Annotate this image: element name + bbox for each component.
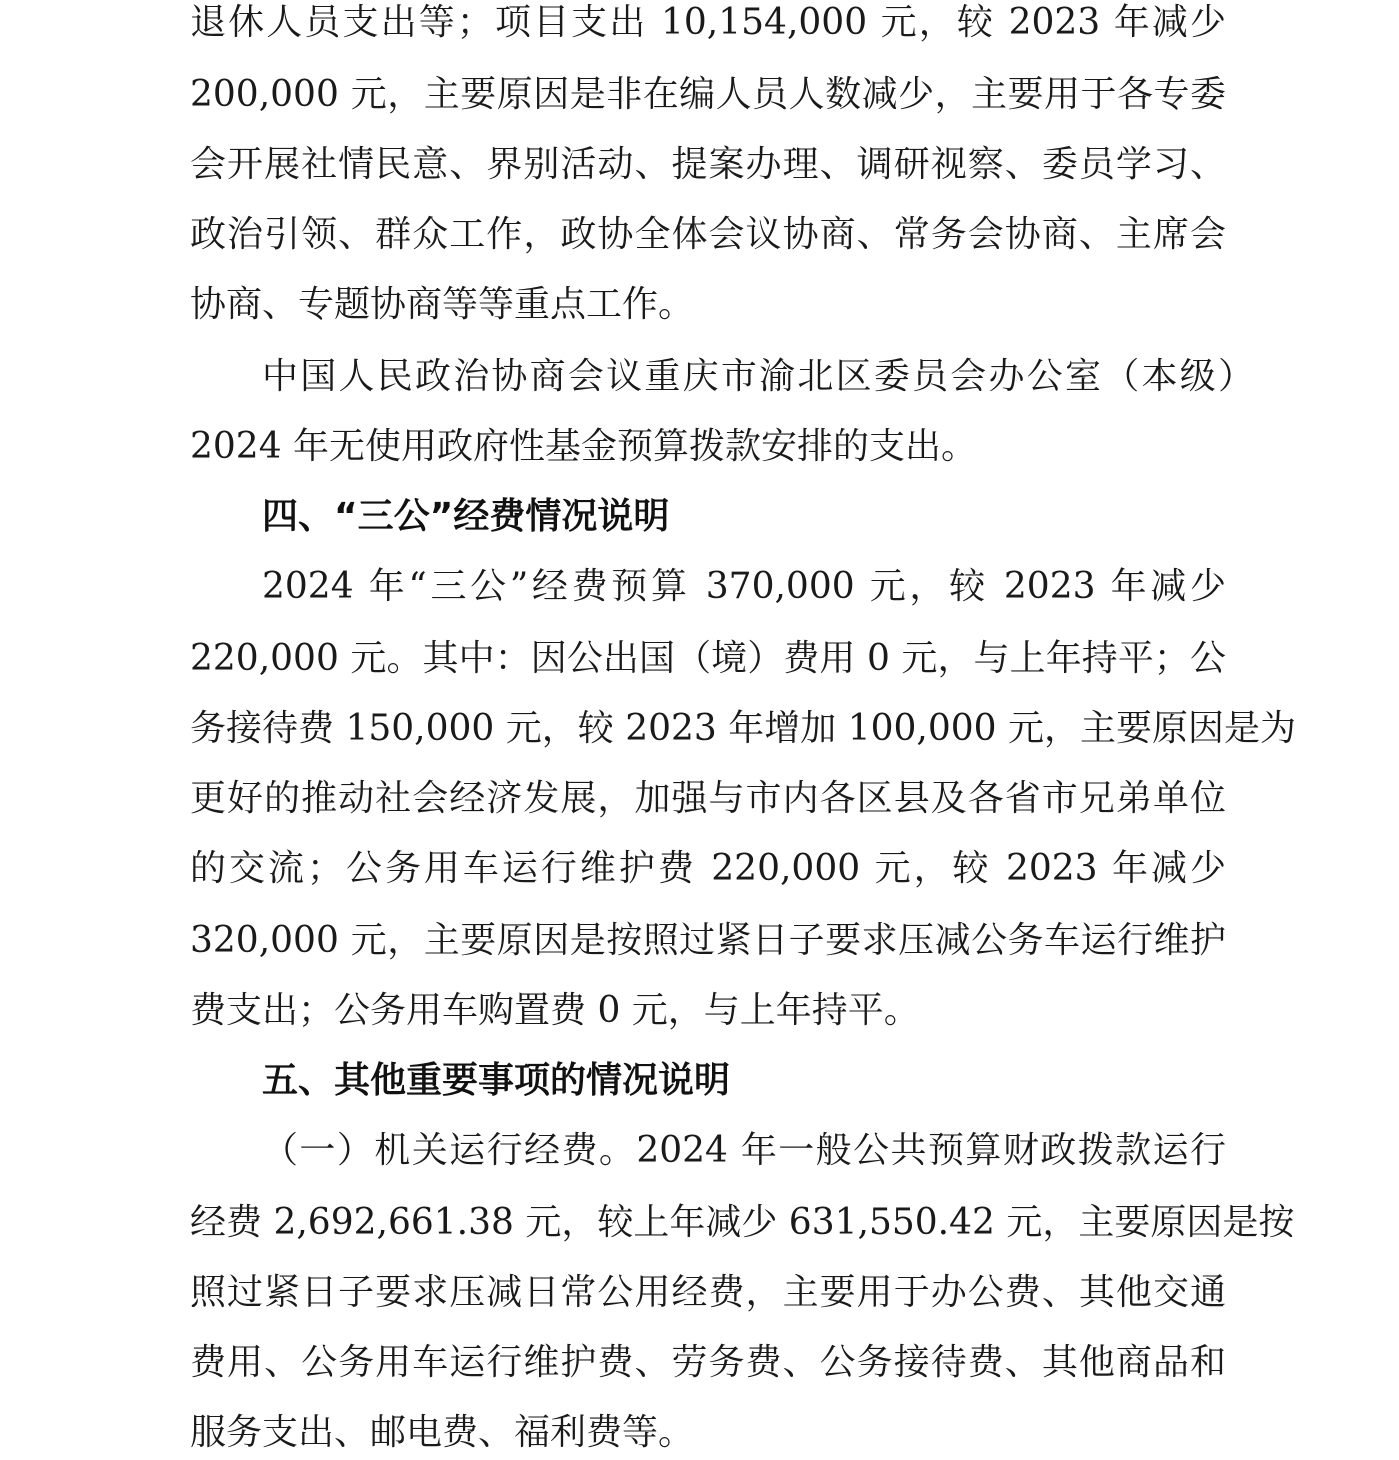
text-line: 照过紧日子要求压减日常公用经费，主要用于办公费、其他交通 (190, 1272, 1226, 1313)
text-line: 的交流；公务用车运行维护费 220,000 元，较 2023 年减少 (190, 848, 1226, 889)
text-line: 2024 年“三公”经费预算 370,000 元，较 2023 年减少 (262, 566, 1226, 607)
text-line: （一）机关运行经费。2024 年一般公共预算财政拨款运行 (262, 1130, 1226, 1171)
text-line: 320,000 元，主要原因是按照过紧日子要求压减公务车运行维护 (190, 920, 1226, 961)
text-line: 2024 年无使用政府性基金预算拨款安排的支出。 (190, 426, 978, 467)
text-line: 220,000 元。其中：因公出国（境）费用 0 元，与上年持平；公 (190, 638, 1226, 679)
text-line: 中国人民政治协商会议重庆市渝北区委员会办公室（本级） (262, 356, 1254, 397)
text-line: 更好的推动社会经济发展，加强与市内各区县及各省市兄弟单位 (190, 778, 1226, 819)
text-line: 经费 2,692,661.38 元，较上年减少 631,550.42 元，主要原因是按 (190, 1202, 1295, 1243)
text-line: 费用、公务用车运行维护费、劳务费、公务接待费、其他商品和 (190, 1342, 1226, 1383)
text-line: 退休人员支出等；项目支出 10,154,000 元，较 2023 年减少 (190, 2, 1226, 43)
text-line: 200,000 元，主要原因是非在编人员人数减少，主要用于各专委 (190, 74, 1226, 115)
text-line: 会开展社情民意、界别活动、提案办理、调研视察、委员学习、 (190, 144, 1226, 185)
text-line: 务接待费 150,000 元，较 2023 年增加 100,000 元，主要原因是为 (190, 708, 1297, 749)
text-line: 服务支出、邮电费、福利费等。 (190, 1412, 695, 1453)
text-line: 协商、专题协商等等重点工作。 (190, 284, 695, 325)
text-line: 政治引领、群众工作，政协全体会议协商、常务会协商、主席会 (190, 214, 1226, 255)
section-heading: 五、其他重要事项的情况说明 (262, 1060, 731, 1101)
text-line: 费支出；公务用车购置费 0 元，与上年持平。 (190, 990, 920, 1031)
section-heading: 四、“三公”经费情况说明 (262, 496, 670, 537)
